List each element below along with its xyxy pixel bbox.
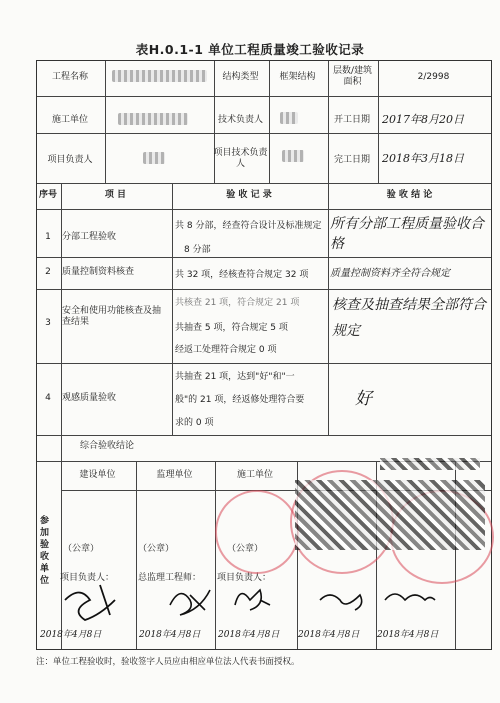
project-tech-lead-label: 项目技术负责人 (213, 148, 268, 169)
participants-side-label: 参加验收单位 (40, 516, 50, 586)
col-divider (105, 61, 106, 183)
redacted-construction-unit (118, 113, 188, 125)
col-divider (328, 183, 329, 435)
unit-construction-owner: 建设单位 (79, 470, 116, 480)
overall-conclusion-label: 综合验收结论 (80, 441, 135, 451)
col-divider (172, 183, 173, 435)
row-3-item: 安全和使用功能核查及抽查结果 (62, 306, 162, 327)
start-date-label: 开工日期 (333, 115, 370, 125)
row-3-conclusion: 核查及抽查结果全部符合规定 (332, 297, 486, 339)
redacted-overall-conclusion (380, 458, 480, 470)
row-3-record-line-2: 共抽查 5 项，符合规定 5 项 (175, 323, 288, 333)
start-date-value: 2017年8月20日 (382, 113, 464, 126)
role-3: 项目负责人： (217, 573, 272, 583)
row-1-item: 分部工程验收 (62, 232, 117, 242)
row-3-no: 3 (45, 318, 51, 328)
row-divider (37, 363, 491, 364)
footnote: 注：单位工程验收时，验收签字人员应由相应单位法人代表书面授权。 (36, 657, 300, 667)
sign-date-2: 2018年4月8日 (139, 630, 201, 640)
row-4-record-line-2: 般"的 21 项，经返修处理符合要 (175, 395, 305, 405)
row-4-record-line-3: 求的 0 项 (175, 418, 214, 428)
row-1-conclusion: 所有分部工程质量验收合格 (330, 216, 484, 252)
sign-date-3: 2018年4月8日 (218, 630, 280, 640)
structure-type-label: 结构类型 (222, 72, 259, 82)
floors-area-value: 2/2998 (417, 72, 450, 82)
role-2: 总监理工程师： (138, 573, 202, 583)
row-3-record-line-3: 经返工处理符合规定 0 项 (175, 345, 277, 355)
red-seal-stamp (215, 490, 299, 574)
row-divider (37, 209, 491, 210)
row-2-conclusion: 质量控制资料齐全符合规定 (330, 268, 450, 279)
redacted-project-manager (143, 152, 165, 164)
seal-3: （公章） (227, 544, 264, 554)
sign-date-4: 2018年4月8日 (298, 630, 360, 640)
project-name-label: 工程名称 (51, 72, 88, 82)
redacted-project-name (112, 70, 207, 82)
seal-1: （公章） (63, 544, 100, 554)
row-1-record-line-2: 8 分部 (184, 245, 211, 255)
row-4-no: 4 (45, 393, 51, 403)
row-1-no: 1 (45, 232, 51, 242)
document-title: 表H.0.1-1 单位工程质量竣工验收记录 (135, 42, 365, 57)
structure-type-value: 框架结构 (279, 72, 316, 82)
row-1-record-line-1: 共 8 分部，经查符合设计及标准规定 (175, 221, 322, 231)
row-4-record-line-1: 共抽查 21 项，达到"好"和"一 (175, 372, 295, 382)
role-1: 项目负责人： (60, 573, 115, 583)
redacted-project-tech-lead (282, 150, 304, 162)
col-header-no: 序号 (38, 190, 57, 200)
col-header-record: 验 收 记 录 (226, 190, 272, 200)
row-divider (37, 289, 491, 290)
sign-date-1: 2018年4月8日 (40, 630, 102, 640)
row-2-record-line-1: 共 32 项，经核查符合规定 32 项 (175, 270, 309, 280)
redacted-tech-lead (280, 112, 298, 124)
row-2-item: 质量控制资料核查 (62, 267, 135, 277)
row-4-conclusion: 好 (355, 389, 372, 409)
row-divider (37, 183, 491, 184)
row-divider (37, 435, 491, 436)
project-manager-label: 项目负责人 (47, 155, 93, 165)
row-3-record-line-1: 共核查 21 项，符合规定 21 项 (175, 298, 300, 308)
unit-contractor: 施工单位 (236, 470, 273, 480)
unit-supervision: 监理单位 (156, 470, 193, 480)
tech-lead-label: 技术负责人 (217, 115, 263, 125)
completion-date-value: 2018年3月18日 (382, 152, 464, 165)
row-4-item: 观感质量验收 (62, 393, 117, 403)
row-2-no: 2 (45, 267, 51, 277)
seal-2: （公章） (138, 544, 175, 554)
sign-date-5: 2018年4月8日 (377, 630, 439, 640)
redacted-seals (295, 480, 485, 550)
col-header-item: 项 目 (104, 190, 127, 200)
floors-area-label: 层数/建筑面积 (332, 66, 373, 87)
completion-date-label: 完工日期 (333, 155, 370, 165)
construction-unit-label: 施工单位 (51, 115, 88, 125)
col-header-conclusion: 验 收 结 论 (386, 190, 433, 200)
row-divider (37, 257, 491, 258)
